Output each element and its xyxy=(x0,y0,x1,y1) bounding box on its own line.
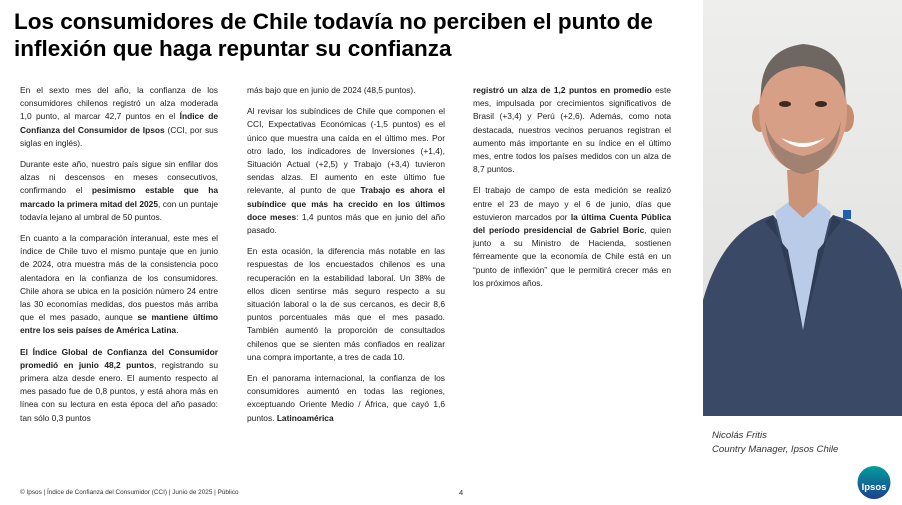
bold-text: Trabajo es ahora el subíndice que más ha crecido en los últimos doce meses xyxy=(247,185,445,222)
text-run: : 1,4 puntos más que en junio del año pasado. xyxy=(247,211,446,236)
text-run: Durante este año, nuestro país sigue sin enfilar dos alzas ni descensos en meses consecutivos, confirmando el xyxy=(20,159,218,196)
paragraph xyxy=(20,232,218,338)
paragraph xyxy=(20,346,218,425)
text-run: más bajo que en junio de 2024 (48,5 puntos). xyxy=(247,85,416,95)
paragraph xyxy=(247,372,445,425)
logo-text: Ipsos xyxy=(861,482,887,493)
page-number: 4 xyxy=(459,488,464,497)
text-run: , quien junto a su Ministro de Hacienda, sostienen férreamente que la economía de Chile está en un “punto de inflexión” que le permitirá crecer más en los próximos años. xyxy=(473,225,671,288)
text-run: En el panorama internacional, la confianza de los consumidores aumentó en todas las regiones, exceptuando Oriente Medio / África, que cayó 1,6 puntos. xyxy=(247,373,445,423)
bold-text: El Índice Global de Confianza del Consumidor promedió en junio 48,2 puntos xyxy=(20,346,218,370)
bold-text: Latinoamérica xyxy=(276,412,334,423)
article-column-3 xyxy=(473,84,671,298)
paragraph xyxy=(247,105,445,237)
text-run: (CCI, por sus siglas en inglés). xyxy=(20,124,218,148)
text-run: este mes, impulsada por crecimientos significativos de Brasil (+3,4) y Perú (+2,6). Además, como nota destacada, nuestros vecinos peruanos registran el aumento más importante en su índice en el último mes, entre todos los países medidos con un alza de 8,7 puntos. xyxy=(473,85,671,175)
paragraph xyxy=(247,245,445,364)
text-run: En esta ocasión, la diferencia más notable en las respuestas de los encuestados chilenos es una recuperación en la estabilidad laboral. Un 38% de ellos dicen sentirse más seguro respecto a su situación laboral o la de sus cercanos, es decir 8,6 puntos porcentuales más que el mes pasado. También aumentó la proporción de consultados chilenos que se sienten más confiados en realizar una compra importante, a tres de cada 10. xyxy=(247,246,445,362)
text-run: En el sexto mes del año, la confianza de los consumidores chilenos registró un alza moderada 1,0 punto, al marcar 42,7 puntos en el xyxy=(20,85,218,122)
footer-text: © Ipsos | Índice de Confianza del Consumidor (CCI) | Junio de 2025 | Público xyxy=(20,489,239,496)
photo-caption xyxy=(712,429,838,457)
bold-text: registró un alza de 1,2 puntos en promedio xyxy=(473,85,652,95)
portrait-illustration xyxy=(703,0,902,416)
text-run: El trabajo de campo de esta medición se realizó entre el 23 de mayo y el 6 de junio, días que estuvieron marcados por xyxy=(473,185,671,222)
article-column-1 xyxy=(20,84,218,433)
bold-text: se mantiene último entre los seis países de América Latina xyxy=(20,312,219,336)
paragraph xyxy=(473,84,671,176)
article-column-2 xyxy=(247,84,445,433)
paragraph xyxy=(20,84,218,150)
text-run: . xyxy=(176,325,179,336)
bold-text: Índice de Confianza del Consumidor de Ipsos xyxy=(20,111,218,135)
text-run: Al revisar los subíndices de Chile que componen el CCI, Expectativas Económicas (-1,5 puntos) es el único que muestra una caída en el último mes. Por otro lado, los indicadores de Inversiones (+1,4), Situación Actual (+2,5) y Trabajo (+3,4) tuvieron sendas alzas. El aumento en este último fue relevante, al punto de que xyxy=(247,106,445,196)
page-title: Los consumidores de Chile todavía no perciben el punto de inflexión que haga repuntar su confianza xyxy=(14,9,653,61)
paragraph xyxy=(473,184,671,290)
bold-text: pesimismo estable que ha marcado la primera mitad del 2025 xyxy=(20,185,218,209)
caption-name: Nicolás Fritis xyxy=(712,430,767,441)
paragraph xyxy=(20,158,218,224)
portrait-photo xyxy=(703,0,902,416)
text-run: , con un puntaje todavía lejano al umbral de 50 puntos. xyxy=(20,198,219,222)
ipsos-logo xyxy=(855,466,893,499)
text-run: En cuanto a la comparación interanual, este mes el índice de Chile tuvo el mismo puntaje que en junio de 2024, otra muestra más de la consistencia poco alentadora en la confianza de los consumidores. Chile ahora se ubica en la posición número 24 entre las 30 economías medidas, dos puestos más arriba que el mes pasado, aunque xyxy=(20,233,218,323)
bold-text: la última Cuenta Pública del período presidencial de Gabriel Boric xyxy=(473,211,671,236)
paragraph xyxy=(247,84,445,97)
caption-role: Country Manager, Ipsos Chile xyxy=(712,444,839,455)
text-run: , registrando su primera alza desde enero. El aumento respecto al mes pasado fue de 0,8 puntos, y está ahora más en línea con su lectura en esta época del año pasado: tan sólo 0,3 puntos xyxy=(20,359,218,423)
